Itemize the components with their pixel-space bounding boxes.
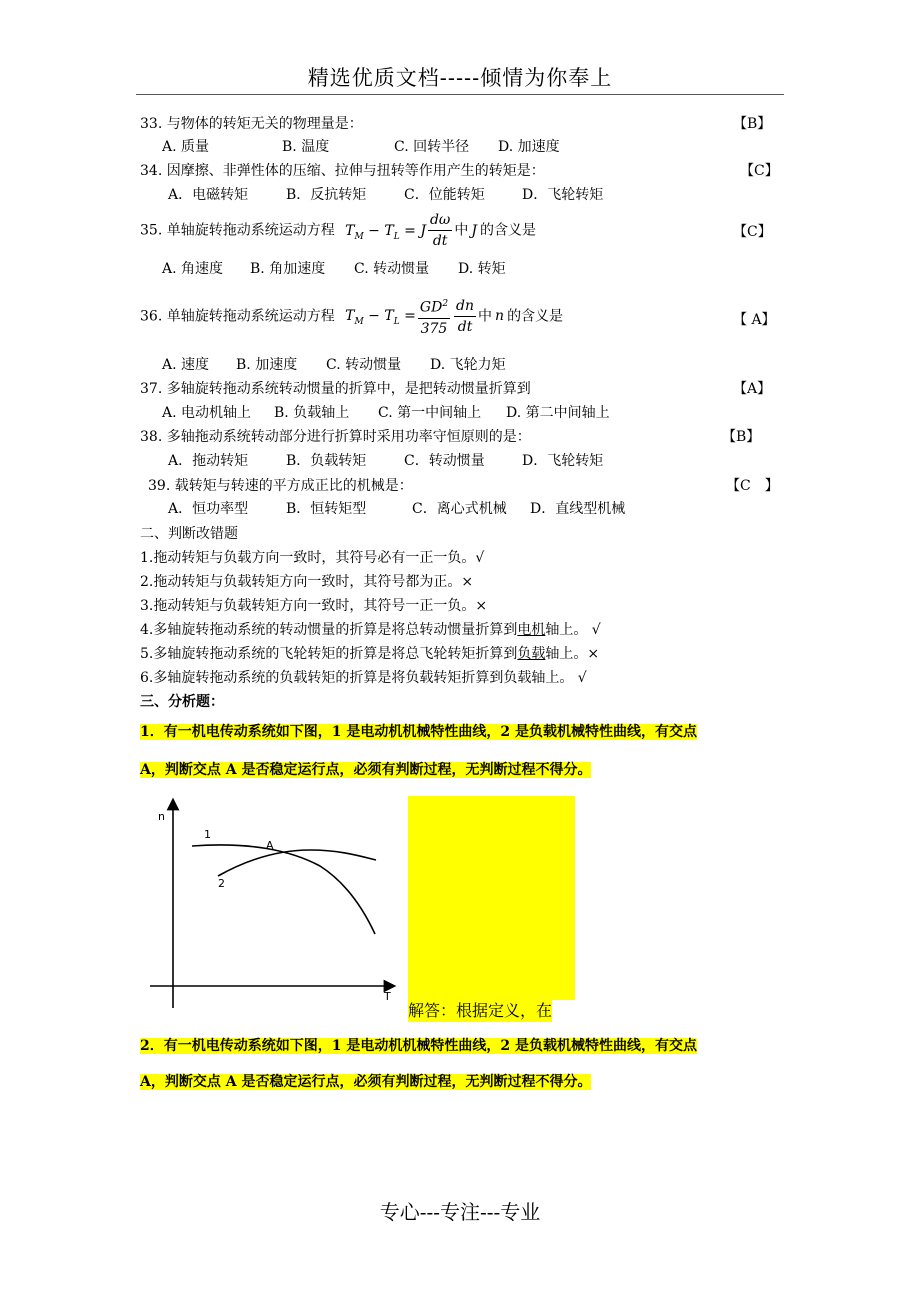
section2-title: 二、判断改错题: [140, 526, 238, 542]
q35-stem: 35. 单轴旋转拖动系统运动方程 $T_M - T_L = J$ $\frac{d\omega}{dt}$ 中 J 的含义是: [140, 212, 536, 249]
q37-answer: 【A】: [733, 381, 772, 397]
q38-stem: 38. 多轴拖动系统转动部分进行折算时采用功率守恒原则的是：: [140, 429, 531, 445]
q34-stem: 34. 因摩擦、非弹性体的压缩、拉伸与扭转等作用产生的转矩是：: [140, 163, 545, 179]
q36-answer: 【 A】: [733, 312, 776, 328]
q39-answer: 【C 】: [726, 478, 779, 494]
q38-option-d: D．飞轮转矩: [522, 453, 604, 469]
q33-option-a: A. 质量: [162, 139, 210, 155]
q36-fraction-numerator: GD: [419, 299, 443, 316]
q35-fraction-numerator: dω: [428, 210, 452, 231]
curve-2-load: [218, 850, 376, 876]
characteristic-curve-figure: [140, 796, 400, 1020]
page-footer: 专心---专注---专业: [379, 1200, 541, 1224]
judge-item-2: 2.拖动转矩与负载转矩方向一致时，其符号都为正。×: [140, 574, 474, 590]
q37-option-a: A. 电动机轴上: [162, 405, 252, 421]
q36-options: [162, 356, 506, 374]
q39-option-c: C．离心式机械: [412, 501, 507, 517]
q39-stem: 39. 载转矩与转速的平方成正比的机械是：: [148, 478, 413, 494]
q38-option-a: A．拖动转矩: [168, 453, 249, 469]
q35-option-b: B. 角加速度: [250, 261, 326, 277]
q34-option-a: A．电磁转矩: [168, 187, 249, 203]
analysis-2-line1: 2．有一机电传动系统如下图，1 是电动机机械特性曲线，2 是负载机械特性曲线，有交点: [140, 1038, 697, 1054]
q35-option-a: A. 角速度: [162, 261, 224, 277]
intersection-label: A: [266, 839, 274, 852]
q33-options: [162, 138, 560, 156]
judge-item-6: 6.多轴旋转拖动系统的负载转矩的折算是将负载转矩折算到负载轴上。 √: [140, 670, 587, 686]
q35-prefix: 35. 单轴旋转拖动系统运动方程: [140, 222, 335, 239]
q33-answer: 【B】: [733, 116, 772, 132]
judge-item-5: 5.多轴旋转拖动系统的飞轮转矩的折算是将总飞轮转矩折算到负载轴上。×: [140, 646, 600, 662]
q39-option-a: A．恒功率型: [168, 501, 249, 517]
q36-fraction-denominator: 375: [420, 320, 448, 337]
q35-answer: 【C】: [733, 224, 772, 240]
q35-option-c: C. 转动惯量: [354, 261, 430, 277]
q33-option-d: D. 加速度: [498, 139, 560, 155]
q38-answer: 【B】: [722, 429, 761, 445]
q36-equation: $T_M - T_L$ = $\frac{GD^2}{375}$ $\frac{dn}{dt}$: [345, 308, 478, 324]
q37-option-c: C. 第一中间轴上: [378, 405, 482, 421]
answer-highlight-block: [408, 796, 575, 1000]
judge-item-4: 4.多轴旋转拖动系统的转动惯量的折算是将总转动惯量折算到电机轴上。 √: [140, 622, 601, 638]
analysis-2-line2: A，判断交点 A 是否稳定运行点，必须有判断过程，无判断过程不得分。: [140, 1074, 592, 1090]
analysis-1-line1: 1．有一机电传动系统如下图，1 是电动机机械特性曲线，2 是负载机械特性曲线，有交点: [140, 724, 697, 740]
q37-option-b: B. 负载轴上: [274, 405, 350, 421]
y-axis-label: n: [158, 810, 165, 823]
q37-options: [162, 404, 610, 422]
q34-options: [168, 186, 603, 204]
q36-stem: 36. 单轴旋转拖动系统运动方程 $T_M - T_L$ = $\frac{GD^2}{375}$ $\frac{dn}{dt}$ 中 n 的含义是: [140, 294, 563, 339]
header-rule: [136, 94, 784, 95]
q39-options: [168, 500, 625, 518]
q34-option-c: C．位能转矩: [404, 187, 485, 203]
q34-option-b: B．反抗转矩: [286, 187, 367, 203]
q33-option-c: C. 回转半径: [394, 139, 470, 155]
q35-equation: $T_M - T_L = J$ $\frac{d\omega}{dt}$: [345, 212, 451, 249]
q37-stem: 37. 多轴旋转拖动系统转动惯量的折算中，是把转动惯量折算到: [140, 381, 531, 397]
q33-stem: 33. 与物体的转矩无关的物理量是：: [140, 116, 363, 132]
judge-item-1: 1.拖动转矩与负载方向一致时，其符号必有一正一负。√: [140, 550, 485, 566]
q35-options: [162, 260, 506, 278]
q36-option-c: C. 转动惯量: [326, 357, 402, 373]
answer-text: 解答：根据定义，在: [408, 1001, 553, 1020]
q38-option-c: C．转动惯量: [404, 453, 485, 469]
analysis-1-line2: A，判断交点 A 是否稳定运行点，必须有判断过程，无判断过程不得分。: [140, 762, 592, 778]
q34-option-d: D．飞轮转矩: [522, 187, 604, 203]
q36-option-b: B. 加速度: [236, 357, 298, 373]
q38-option-b: B．负载转矩: [286, 453, 367, 469]
section3-title: 三、分析题：: [140, 694, 224, 710]
judge-item-3: 3.拖动转矩与负载转矩方向一致时，其符号一正一负。×: [140, 598, 488, 614]
q36-option-a: A. 速度: [162, 357, 210, 373]
x-axis-label: T: [384, 990, 391, 1003]
curve-1-label: 1: [204, 828, 211, 841]
q35-option-d: D. 转矩: [458, 261, 506, 277]
q36-prefix: 36. 单轴旋转拖动系统运动方程: [140, 308, 335, 325]
q37-option-d: D. 第二中间轴上: [506, 405, 610, 421]
page-header: 精选优质文档-----倾情为你奉上: [307, 66, 613, 90]
q39-option-b: B．恒转矩型: [286, 501, 367, 517]
q39-option-d: D．直线型机械: [530, 501, 626, 517]
curve-2-label: 2: [218, 877, 225, 890]
q34-answer: 【C】: [740, 163, 779, 179]
q33-option-b: B. 温度: [282, 139, 330, 155]
q38-options: [168, 452, 603, 470]
q35-fraction-denominator: dt: [432, 233, 448, 249]
q36-option-d: D. 飞轮力矩: [430, 357, 506, 373]
